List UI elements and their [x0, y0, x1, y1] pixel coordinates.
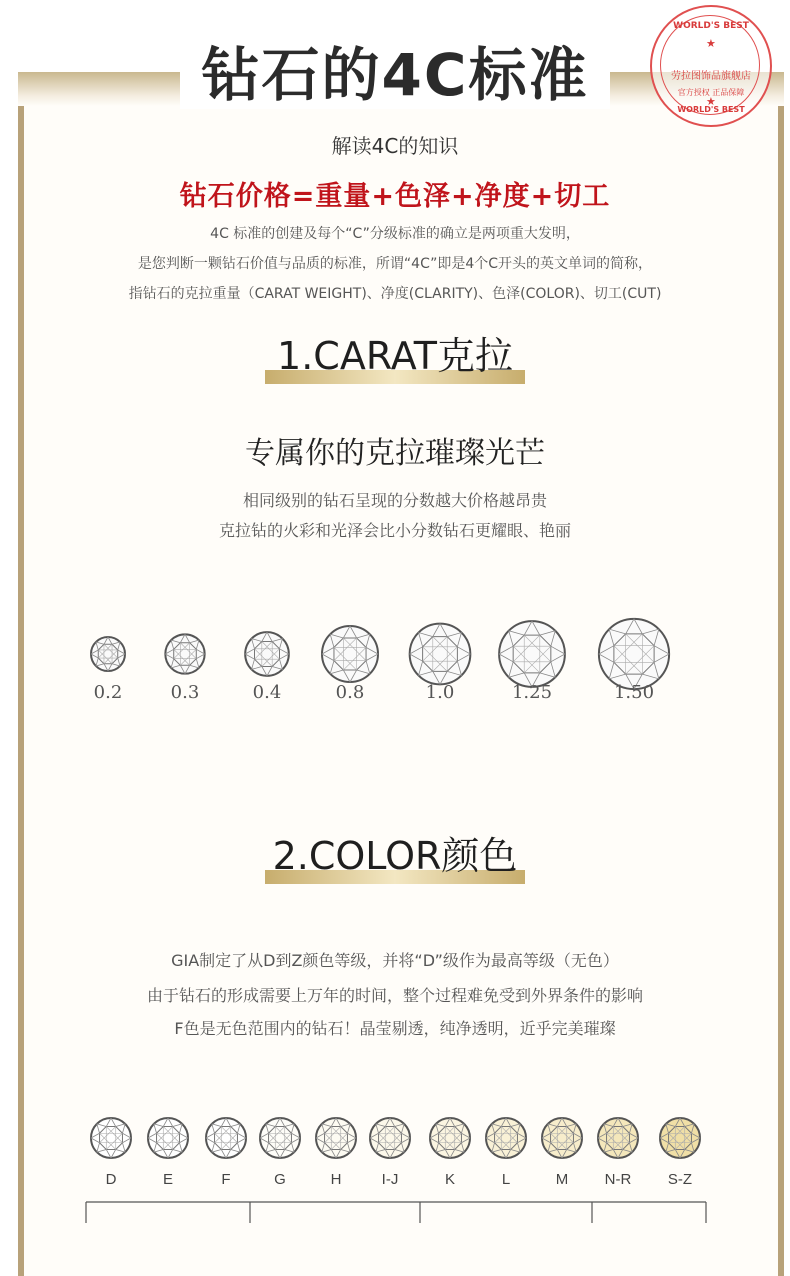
carat-size-label: 1.0 [425, 682, 455, 703]
carat-size-label: 1.50 [613, 682, 655, 703]
carat-line-1: 相同级别的钻石呈现的分数越大价格越昂贵 [242, 491, 547, 510]
color-diamond-icon [542, 1118, 582, 1158]
color-grade-label: K [444, 1171, 456, 1188]
color-heading: 2.COLOR颜色 [265, 834, 525, 878]
carat-size-label: 0.3 [170, 682, 200, 703]
carat-size-label: 1.25 [511, 682, 553, 703]
color-diamond-icon [91, 1118, 131, 1158]
carat-size-label: 0.4 [252, 682, 282, 703]
intro-line-2: 是您判断一颗钻石价值与品质的标准，所谓“4C”即是4个C开头的英文单词的简称， [137, 256, 653, 272]
carat-diamond-icon [322, 626, 378, 682]
carat-diamond-icon [410, 624, 471, 685]
color-line-2: 由于钻石的形成需要上万年的时间，整个过程难免受到外界条件的影响 [146, 986, 643, 1005]
color-grade-label: L [501, 1171, 511, 1188]
carat-line-2: 克拉钻的火彩和光泽会比小分数钻石更耀眼、艳丽 [218, 521, 571, 540]
store-seal: WORLD'S BEST ★ 劳拉图饰品旗舰店 官方授权 正品保障 ★ WORLD'S BEST [650, 5, 772, 127]
carat-diamond-icon [499, 621, 565, 687]
subtitle: 解读4C的知识 [331, 134, 459, 158]
intro-line-3: 指钻石的克拉重量（CARAT WEIGHT)、净度(CLARITY)、色泽(COLOR)、切工(CUT) [128, 286, 662, 302]
carat-diamond-icon [165, 634, 204, 673]
carat-title: 专属你的克拉璀璨光芒 [245, 436, 545, 471]
carat-size-chart [0, 590, 790, 710]
carat-heading: 1.CARAT克拉 [265, 334, 525, 378]
color-grade-label: G [274, 1171, 286, 1188]
color-grade-label: N-R [604, 1171, 632, 1188]
color-grade-label: F [221, 1171, 231, 1188]
color-diamond-icon [206, 1118, 246, 1158]
color-diamond-icon [660, 1118, 700, 1158]
color-grade-label: D [105, 1171, 117, 1188]
price-formula: 钻石价格=重量+色泽+净度+切工 [179, 181, 611, 212]
color-diamond-icon [430, 1118, 470, 1158]
color-grade-label: E [162, 1171, 174, 1188]
color-grade-label: M [555, 1171, 569, 1188]
intro-line-1: 4C 标准的创建及每个“C”分级标准的确立是两项重大发明， [210, 226, 580, 242]
carat-size-label: 0.8 [335, 682, 365, 703]
carat-diamond-icon [91, 637, 125, 671]
color-grade-chart [0, 1108, 790, 1223]
color-diamond-icon [370, 1118, 410, 1158]
carat-size-label: 0.2 [93, 682, 123, 703]
color-grade-label: S-Z [667, 1171, 693, 1188]
color-grade-label: H [330, 1171, 342, 1188]
color-diamond-icon [598, 1118, 638, 1158]
carat-diamond-icon [245, 632, 289, 676]
color-diamond-icon [260, 1118, 300, 1158]
color-line-3: F色是无色范围内的钻石！晶莹剔透，纯净透明，近乎完美璀璨 [174, 1019, 616, 1038]
color-grade-label: I-J [381, 1171, 399, 1188]
carat-diamond-icon [599, 619, 669, 689]
color-diamond-icon [486, 1118, 526, 1158]
color-diamond-icon [148, 1118, 188, 1158]
color-diamond-icon [316, 1118, 356, 1158]
color-line-1: GIA制定了从D到Z颜色等级，并将“D”级作为最高等级（无色） [171, 951, 619, 970]
page-title: 钻石的4C标准 [0, 28, 790, 112]
